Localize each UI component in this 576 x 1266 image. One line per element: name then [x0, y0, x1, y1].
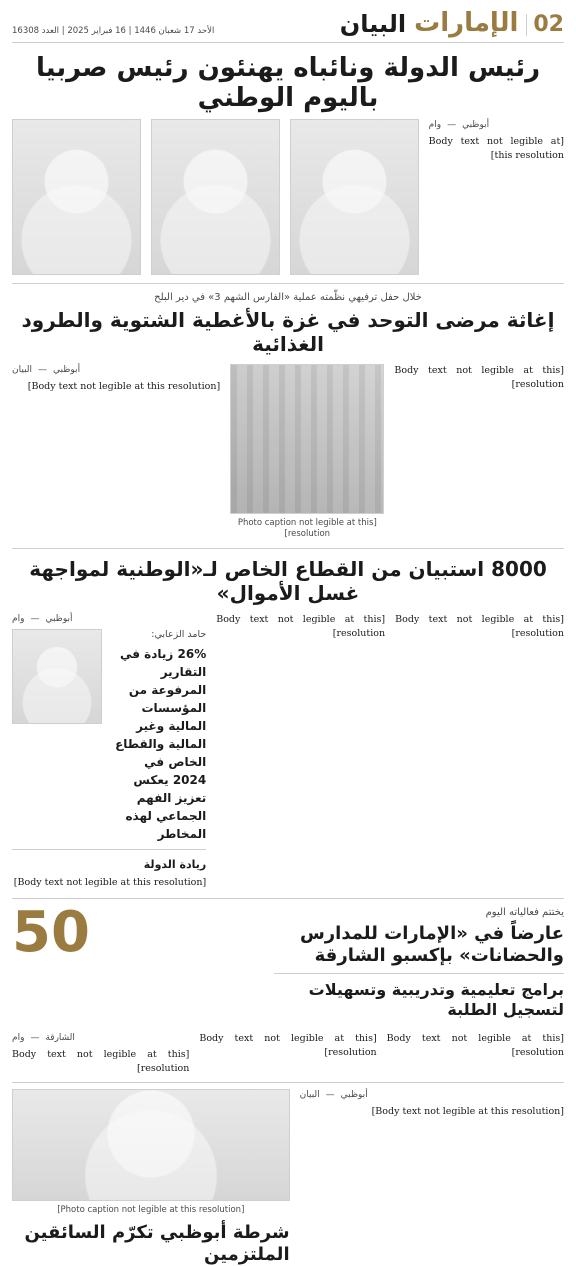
s4-byline [12, 1032, 189, 1044]
s3-person-photo [12, 629, 102, 724]
s2-byline-place: أبوظبي [53, 365, 81, 375]
s4-big-number: 50 [12, 900, 90, 965]
s2-byline-sep: — [38, 365, 48, 375]
police-caption: [Photo caption not legible at this resolution] [57, 1205, 245, 1215]
s2-kicker: خلال حفل ترفيهي نظّمته عملية «الفارس الشهم 3» في دير البلح [154, 292, 422, 303]
s2-photo-block [230, 364, 384, 540]
police-byline [300, 1089, 564, 1101]
s3-byline-sep: — [30, 614, 40, 624]
s4-body-right: [Body text not legible at this resolution] [12, 1049, 190, 1074]
s4-headline: عارضاً في «الإمارات للمدارس والحضانات» بإكسبو الشارقة [299, 923, 564, 966]
s4-byline-sep: — [30, 1033, 40, 1043]
police-byline-org: البيان [299, 1090, 320, 1100]
s4-byline-place: الشارقة [45, 1033, 75, 1043]
s4-subheadline: برامج تعليمية وتدريبية وتسهيلات لتسجيل الطلبة [308, 980, 564, 1019]
s4-kicker: يختتم فعالياته اليوم [485, 907, 564, 918]
s4-body-left: [Body text not legible at this resolution] [386, 1033, 564, 1058]
brand [340, 10, 519, 36]
s1-text-column [429, 119, 564, 163]
s4-top [12, 900, 564, 1026]
photo-gaza-event [230, 364, 384, 514]
s3-body-mid: [Body text not legible at this resolution] [216, 614, 386, 639]
s2-body-left: [Body text not legible at this resolution] [394, 365, 564, 390]
brand-emarat: الإمارات [414, 8, 519, 38]
photo-leader-3 [12, 119, 141, 275]
s3-byline-place: أبوظبي [45, 614, 73, 624]
police-byline-sep: — [325, 1090, 335, 1100]
s1-body: [Body text not legible at this resolution] [428, 136, 564, 161]
s4-body-mid: [Body text not legible at this resolution] [199, 1033, 377, 1058]
s3-subhead: ريادة الدولة [143, 858, 207, 871]
s1-byline-place: أبوظبي [462, 120, 490, 130]
s3-grid [12, 613, 564, 890]
s4-divider [12, 1082, 564, 1083]
headline-gaza-autism-relief: إغاثة مرضى التوحد في غزة بالأغطية الشتوية والطرود الغذائية [21, 308, 555, 356]
s3-quote-text-block [110, 629, 206, 843]
police-headline: شرطة أبوظبي تكرّم السائقين الملتزمين [24, 1222, 290, 1265]
section-gaza-autism-relief [12, 292, 564, 549]
police-byline-place: أبوظبي [340, 1090, 368, 1100]
police-photo-block [12, 1089, 290, 1266]
s4-top-right [274, 907, 564, 1026]
photo-leader-2 [151, 119, 280, 275]
police-block [12, 1089, 564, 1266]
photo-leader-1 [290, 119, 419, 275]
s2-byline [12, 364, 220, 376]
s2-body-right: [Body text not legible at this resolution] [27, 381, 221, 392]
brand-albayan: البيان [339, 10, 407, 38]
page-number: 02 [526, 14, 564, 36]
s3-byline [12, 613, 206, 625]
s3-quote-box [12, 629, 206, 843]
s3-body-right: [Body text not legible at this resolution] [13, 877, 207, 888]
s1-grid [12, 119, 564, 275]
s2-byline-org: البيان [12, 365, 33, 375]
s4-byline-org: وام [12, 1033, 25, 1043]
s1-byline [429, 119, 564, 131]
s4-grid [12, 1032, 564, 1076]
s3-right-column [12, 613, 206, 890]
s3-quote-author: حامد الزعابي: [151, 629, 207, 640]
s4-rule [274, 973, 564, 974]
section-expo-and-police [12, 900, 564, 1266]
s2-photo-caption: [Photo caption not legible at this resolution] [237, 518, 377, 539]
s2-text-right [12, 364, 220, 394]
dateline: الأحد 17 شعبان 1446 | 16 فبراير 2025 | العدد 16308 [12, 26, 215, 36]
s4-right-col [12, 1032, 189, 1076]
s3-byline-org: وام [12, 614, 25, 624]
masthead-right [340, 10, 564, 36]
s1-byline-org: وام [428, 120, 442, 130]
s2-grid [12, 364, 564, 540]
police-photo [12, 1089, 290, 1201]
s1-byline-sep: — [447, 120, 457, 130]
section-serbia-national-day [12, 53, 564, 284]
masthead [12, 10, 564, 43]
police-body: [Body text not legible at this resolution] [371, 1106, 564, 1117]
s3-rule [12, 849, 206, 850]
headline-aml-surveys: 8000 استبيان من القطاع الخاص لـ«الوطنية لمواجهة غسل الأموال» [29, 557, 547, 605]
section-aml-surveys [12, 557, 564, 899]
police-text [300, 1089, 564, 1119]
s3-quote: 26% زيادة في التقارير المرفوعة من المؤسسات المالية وغير المالية والقطاع الخاص في 2024 يعكس تعزيز الفهم الجماعي لهذه المخاطر [115, 647, 207, 841]
headline-serbia-national-day: رئيس الدولة ونائباه يهنئون رئيس صربيا باليوم الوطني [35, 53, 541, 113]
s3-body-left: [Body text not legible at this resolution] [395, 614, 564, 639]
